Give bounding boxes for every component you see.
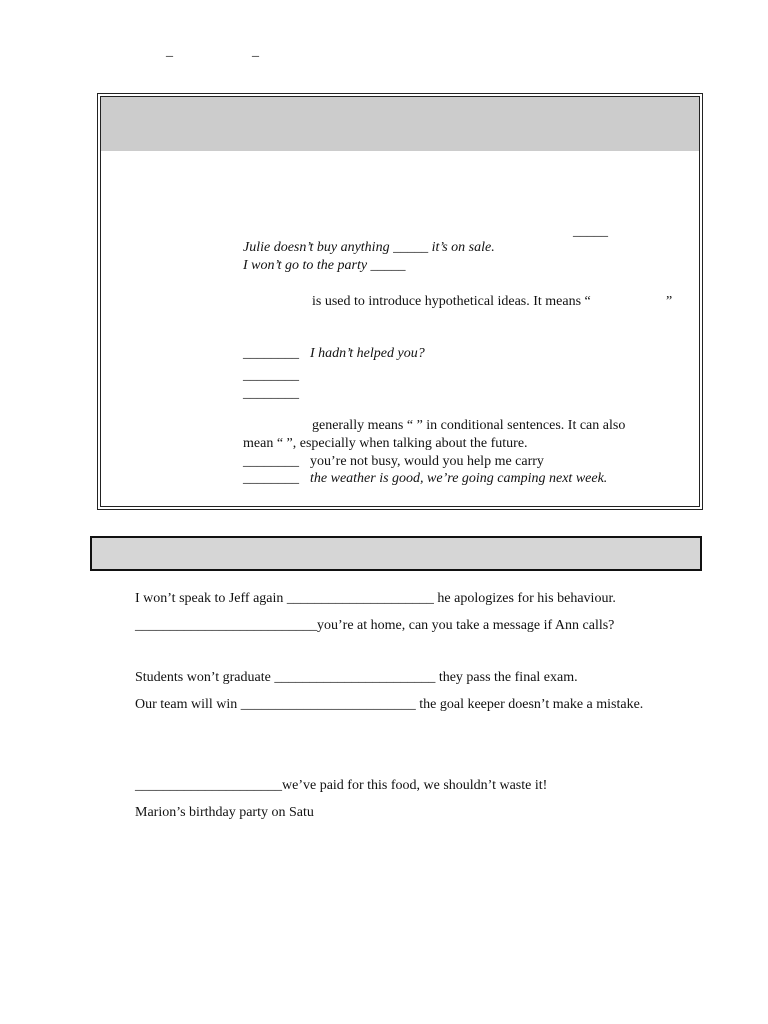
example-busy: you’re not busy, would you help me carry [310,454,544,469]
exercise-item-4: Our team will win _________________________ the goal keeper doesn’t make a mistake. [135,697,644,712]
exercise-item-2: __________________________you’re at home, can you take a message if Ann calls? [135,618,615,633]
conditional-explanation-2: mean “ ”, especially when talking about the future. [243,436,528,451]
top-mark-1: _ [166,44,173,59]
hypothetical-explanation: is used to introduce hypothetical ideas. It means “ [312,294,591,309]
exercise-item-5: _____________________we’ve paid for this food, we shouldn’t waste it! [135,778,548,793]
grammar-box-header [101,97,699,151]
example-blank-1: ________ [243,346,299,361]
example-party: I won’t go to the party _____ [243,258,406,273]
example-julie: Julie doesn’t buy anything _____ it’s on sale. [243,240,495,255]
hypothetical-close-quote: ” [666,294,673,309]
top-mark-2: _ [252,44,259,59]
example-blank-4: ________ [243,454,299,469]
example-blank-5: ________ [243,471,299,486]
exercise-header-bar [90,536,702,571]
example-helped: I hadn’t helped you? [310,346,425,361]
exercise-item-6: Marion’s birthday party on Satu [135,805,314,820]
example-camping: the weather is good, we’re going camping next week. [310,471,608,486]
box-blank-line: _____ [573,224,608,239]
example-blank-2: ________ [243,368,299,383]
example-blank-3: ________ [243,386,299,401]
exercise-item-3: Students won’t graduate _______________________ they pass the final exam. [135,670,578,685]
conditional-explanation: generally means “ ” in conditional sentences. It can also [312,418,626,433]
exercise-item-1: I won’t speak to Jeff again _____________________ he apologizes for his behaviour. [135,591,616,606]
